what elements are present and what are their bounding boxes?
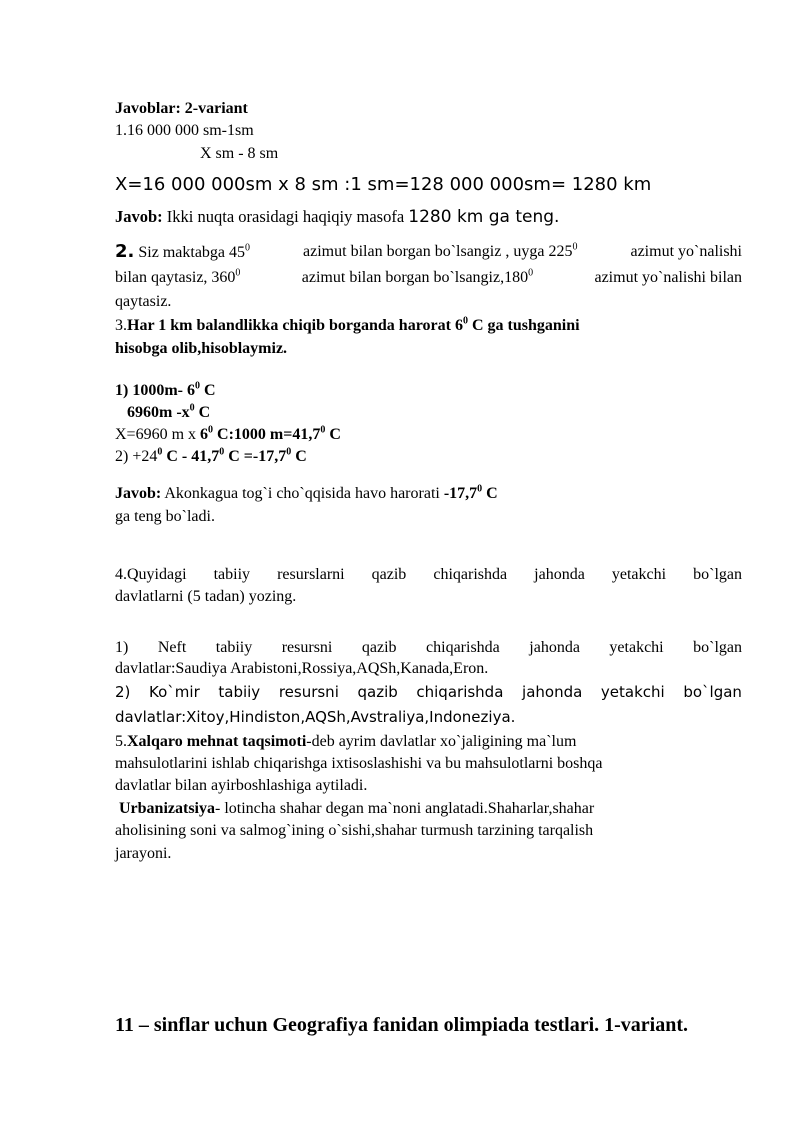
word: Neft [157, 639, 187, 656]
q3-calculation: X=6960 m x $6^0$ C:1000 $m=41,7^0$ C [115, 424, 341, 443]
q5-line3: davlatlar bilan ayirboshlashiga aytiladi. [115, 777, 368, 794]
q5-urbanization-line1: Urbanizatsiya- lotincha shahar degan ma`noni anglatadi.Shaharlar,shahar [119, 800, 595, 817]
q4-item1-line2: davlatlar:Saudiya Arabistoni,Rossiya,AQSh,Kanada,Eron. [115, 660, 489, 677]
answers-heading: Javoblar: 2-variant [115, 100, 248, 117]
q5-urbanization-line3: jarayoni. [115, 845, 172, 862]
word: bo`lgan [693, 639, 742, 656]
q3-line2: hisobga olib,hisoblaymiz. [115, 340, 288, 357]
word: 1) [115, 639, 129, 656]
word: 2) [115, 683, 131, 701]
q4-item2-line1 [115, 682, 742, 702]
word: qazib [371, 566, 407, 583]
word: tabiiy [213, 566, 251, 583]
q3-answer: Javob: Akonkagua tog`i cho`qqisida havo harorati -17,7$^0$ C [115, 483, 498, 502]
q5-line2: mahsulotlarini ishlab chiqarishga ixtisoslashishi va bu mahsulotlarni boshqa [115, 755, 603, 772]
word: tabiiy [215, 639, 253, 656]
q5-urbanization-line2: aholisining soni va salmog`ining o`sishi,shahar turmush tarzining tarqalish [115, 822, 594, 839]
word: qazib [357, 683, 398, 701]
q1-formula: X=16 000 000sm x 8 sm :1 sm=128 000 000sm= 1280 km [115, 174, 652, 195]
word: jahonda [529, 639, 580, 656]
word: yetakchi [600, 683, 665, 701]
q4-line2: davlatlarni (5 tadan) yozing. [115, 588, 297, 605]
word: yetakchi [609, 639, 664, 656]
word: qazib [361, 639, 397, 656]
q5-line1: 5.Xalqaro mehnat taqsimoti-deb ayrim davlatlar xo`jaligining ma`lum [115, 733, 577, 750]
q1-proportion-line2: X sm - 8 sm [200, 145, 279, 162]
q4-item1-line1 [115, 638, 742, 658]
q3-step3: $2) +24^0$ C - 41,7$^0$ $C =-17,7^0$ C [115, 446, 307, 465]
q1-answer: Javob: Ikki nuqta orasidagi haqiqiy masofa 1280 km ga teng. [115, 207, 560, 227]
word: resurslarni [277, 566, 345, 583]
word: chiqarishda [416, 683, 504, 701]
q4-line1 [115, 565, 742, 585]
q1-proportion-line1: 1.16 000 000 sm-1sm [115, 122, 254, 139]
next-section-title: 11 – sinflar uchun Geografiya fanidan olimpiada testlari. 1-variant. [115, 1014, 688, 1036]
word: yetakchi [611, 566, 667, 583]
word: bo`lgan [693, 566, 742, 583]
word: bo`lgan [683, 683, 742, 701]
q3-answer-line2: ga teng bo`ladi. [115, 508, 215, 525]
word: chiqarishda [426, 639, 500, 656]
word: Ko`mir [149, 683, 200, 701]
q4-item2-line2: davlatlar:Xitoy,Hindiston,AQSh,Avstraliya,Indoneziya. [115, 708, 516, 726]
word: jahonda [522, 683, 583, 701]
q3-step1: 1) 1000m- $6^0$ C [115, 380, 216, 399]
q2-line3: qaytasiz. [115, 293, 172, 310]
q2-line1: 2. Siz maktabga $45^0$ azimut bilan borgan bo`lsangiz , uyga $225^0$ azimut yo`nalishi [115, 241, 742, 262]
word: resursni [281, 639, 333, 656]
word: jahonda [534, 566, 585, 583]
word: 4.Quyidagi [115, 566, 187, 583]
word: resursni [278, 683, 339, 701]
word: tabiiy [218, 683, 261, 701]
word: chiqarishda [433, 566, 508, 583]
q3-step2: 6960m $-x^0$ C [127, 402, 211, 421]
q2-line2: bilan qaytasiz, $360^0$ azimut bilan borgan bo`lsangiz,180$^0$ azimut yo`nalishi bilan [115, 267, 742, 286]
q3-line1: 3.Har 1 km balandlikka chiqib borganda harorat $6^0$ C ga tushganini [115, 315, 580, 334]
